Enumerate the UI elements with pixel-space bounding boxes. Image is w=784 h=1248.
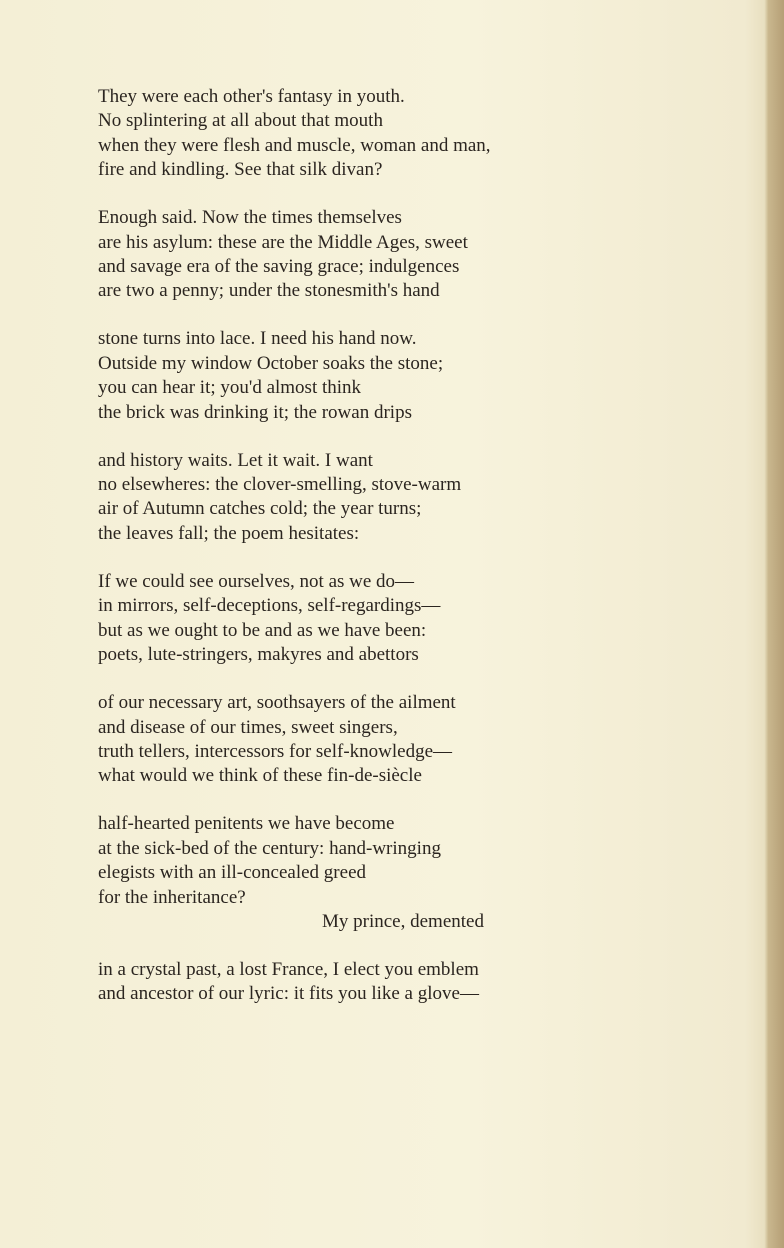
poem-line: Enough said. Now the times themselves xyxy=(98,207,402,229)
poem-line: the brick was drinking it; the rowan drips xyxy=(98,401,412,423)
stanza-5 xyxy=(98,570,758,668)
stanza-2 xyxy=(98,206,758,304)
stanza-7 xyxy=(98,812,758,934)
poem-line: when they were flesh and muscle, woman and man, xyxy=(98,134,491,156)
poem-line: but as we ought to be and as we have been: xyxy=(98,619,427,641)
stanza-6 xyxy=(98,691,758,789)
poem-line: and disease of our times, sweet singers, xyxy=(98,716,398,738)
poem-line: If we could see ourselves, not as we do— xyxy=(98,570,415,592)
poem-line: truth tellers, intercessors for self-knowledge— xyxy=(98,740,453,762)
poem-line: They were each other's fantasy in youth. xyxy=(98,86,405,107)
poem-line: are his asylum: these are the Middle Ages, sweet xyxy=(98,231,468,253)
poem-line: are two a penny; under the stonesmith's hand xyxy=(98,280,440,302)
poem-line: and history waits. Let it wait. I want xyxy=(98,449,373,471)
poem-line: poets, lute-stringers, makyres and abettors xyxy=(98,644,419,666)
poem-line: at the sick-bed of the century: hand-wringing xyxy=(98,837,441,859)
poem-line: air of Autumn catches cold; the year turns; xyxy=(98,498,422,520)
stanza-8 xyxy=(98,958,758,1007)
poem-line: what would we think of these fin-de-siècle xyxy=(98,765,422,787)
poem-line: you can hear it; you'd almost think xyxy=(98,377,362,399)
poem xyxy=(98,85,758,1030)
stanza-1 xyxy=(98,85,758,183)
poem-line: and savage era of the saving grace; indulgences xyxy=(98,256,460,278)
poem-line: elegists with an ill-concealed greed xyxy=(98,862,367,884)
poem-line: for the inheritance? xyxy=(98,886,246,908)
poem-line: of our necessary art, soothsayers of the ailment xyxy=(98,692,456,714)
poem-line: in mirrors, self-deceptions, self-regardings— xyxy=(98,595,441,617)
stanza-3 xyxy=(98,327,758,425)
poem-line: stone turns into lace. I need his hand now. xyxy=(98,328,417,350)
poem-line: in a crystal past, a lost France, I elect you emblem xyxy=(98,958,479,980)
poem-line: fire and kindling. See that silk divan? xyxy=(98,159,383,181)
poem-line: Outside my window October soaks the stone; xyxy=(98,352,444,374)
poem-line: No splintering at all about that mouth xyxy=(98,110,383,132)
poem-line-indented: My prince, demented xyxy=(322,910,484,932)
poem-line: no elsewheres: the clover-smelling, stove-warm xyxy=(98,474,462,496)
poem-line: and ancestor of our lyric: it fits you like a glove— xyxy=(98,983,479,1005)
stanza-4 xyxy=(98,449,758,547)
poem-line: the leaves fall; the poem hesitates: xyxy=(98,522,360,544)
poem-line: half-hearted penitents we have become xyxy=(98,813,395,835)
